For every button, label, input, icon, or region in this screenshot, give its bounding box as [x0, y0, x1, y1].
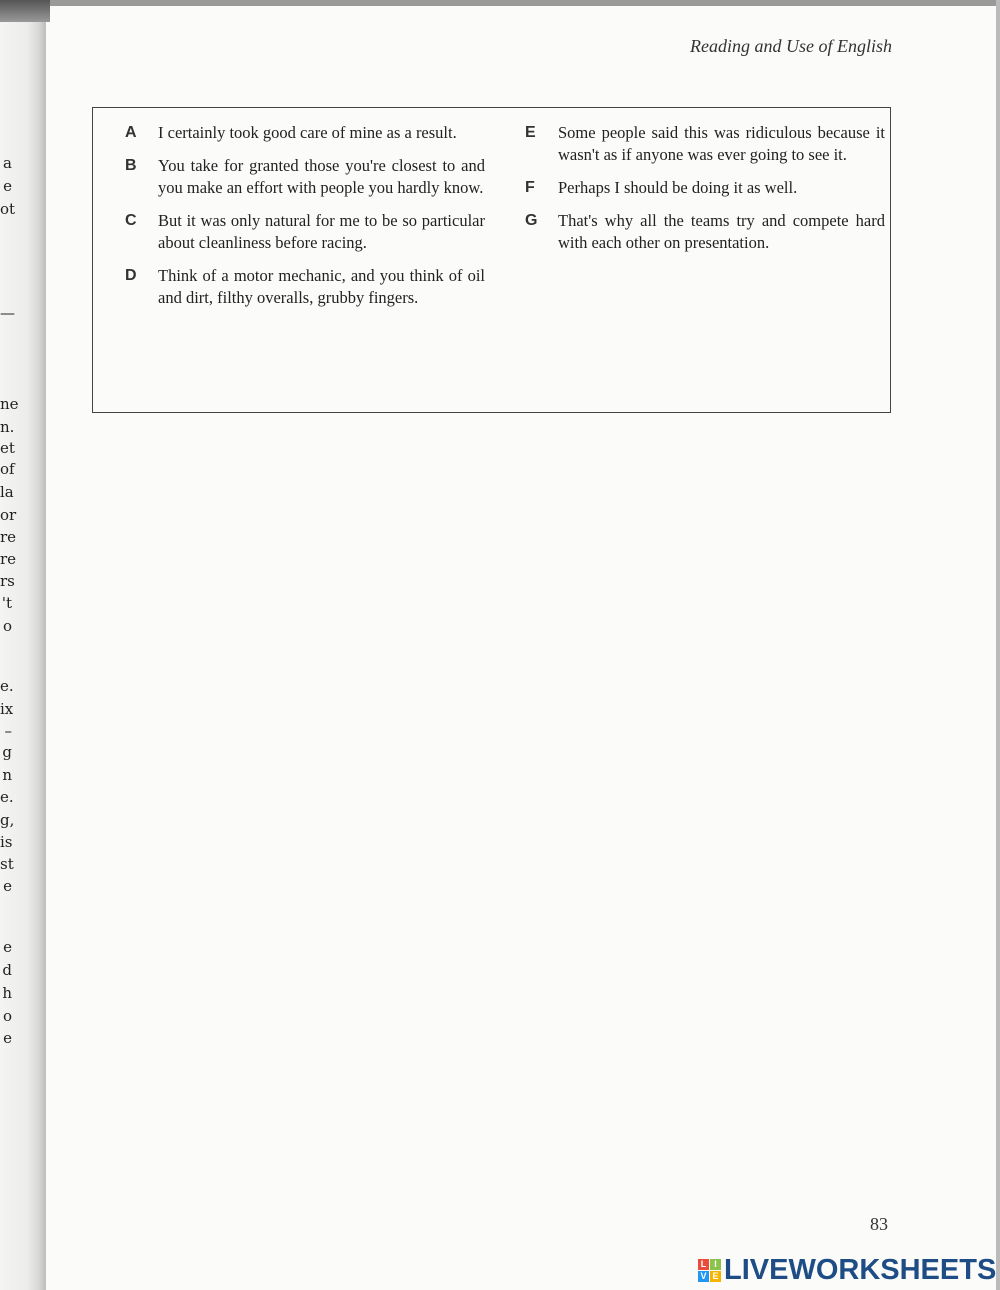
option-e	[525, 122, 885, 166]
margin-fragment: n.	[0, 418, 15, 436]
option-letter: C	[125, 212, 137, 229]
option-f	[525, 177, 885, 199]
option-text: That's why all the teams try and compete hard with each other on presentation.	[558, 211, 885, 252]
scan-edge	[0, 0, 1000, 6]
page-number: 83	[870, 1214, 888, 1234]
margin-fragment: e	[3, 938, 12, 956]
option-letter: B	[125, 157, 137, 174]
margin-fragment: g,	[0, 811, 15, 829]
margin-fragment: h	[2, 984, 12, 1002]
margin-fragment: n	[2, 766, 12, 784]
margin-fragment: ne	[0, 395, 19, 413]
liveworksheets-logo	[698, 1254, 996, 1287]
margin-fragment: a	[3, 154, 12, 172]
scan-edge-right	[996, 0, 1000, 1290]
margin-fragment: –	[4, 722, 12, 740]
margin-fragment: g	[2, 743, 12, 761]
margin-fragment: ix	[0, 700, 14, 718]
logo-mark-icon	[698, 1259, 721, 1282]
options-box	[92, 107, 891, 413]
option-letter: E	[525, 124, 536, 141]
margin-fragment: et	[0, 439, 15, 457]
option-letter: A	[125, 124, 137, 141]
margin-fragment: re	[0, 528, 17, 546]
logo-mark-letter: V	[698, 1271, 709, 1282]
margin-fragment: is	[0, 833, 13, 851]
option-b	[125, 155, 485, 199]
logo-mark-letter: L	[698, 1259, 709, 1270]
logo-mark-letter: I	[710, 1259, 721, 1270]
margin-fragment: o	[2, 1007, 12, 1025]
option-letter: G	[525, 212, 538, 229]
margin-fragment: e.	[0, 788, 14, 806]
margin-fragment: la	[0, 483, 14, 501]
option-text: Think of a motor mechanic, and you think of oil and dirt, filthy overalls, grubby fingers.	[158, 266, 485, 307]
margin-fragment: —	[0, 304, 15, 322]
margin-fragment: e	[3, 1029, 12, 1047]
options-column-right	[525, 122, 885, 265]
option-text: Some people said this was ridiculous because it wasn't as if anyone was ever going to see it.	[558, 123, 885, 164]
option-letter: D	[125, 267, 137, 284]
margin-fragment: st	[0, 855, 14, 873]
margin-fragment: of	[0, 460, 15, 478]
option-a	[125, 122, 485, 144]
margin-fragment: d	[2, 961, 12, 979]
margin-fragment: e	[3, 877, 12, 895]
margin-fragment: rs	[0, 572, 15, 590]
running-head: Reading and Use of English	[690, 36, 892, 56]
option-text: I certainly took good care of mine as a result.	[158, 123, 457, 142]
margin-fragment: 't	[1, 594, 12, 612]
margin-fragment: or	[0, 506, 17, 524]
option-text: Perhaps I should be doing it as well.	[558, 178, 798, 197]
option-g	[525, 210, 885, 254]
margin-fragment: e	[3, 177, 12, 195]
logo-mark-letter: E	[710, 1271, 721, 1282]
option-text: But it was only natural for me to be so particular about cleanliness before racing.	[158, 211, 485, 252]
scan-corner	[0, 0, 50, 22]
option-c	[125, 210, 485, 254]
margin-fragment: ot	[0, 200, 16, 218]
margin-fragment: e.	[0, 677, 14, 695]
logo-text: LIVEWORKSHEETS	[724, 1254, 997, 1286]
options-column-left	[125, 122, 485, 320]
margin-fragment: re	[0, 550, 17, 568]
option-d	[125, 265, 485, 309]
margin-fragment: o	[2, 617, 12, 635]
option-letter: F	[525, 179, 535, 196]
option-text: You take for granted those you're closest to and you make an effort with people you hardly know.	[158, 156, 485, 197]
